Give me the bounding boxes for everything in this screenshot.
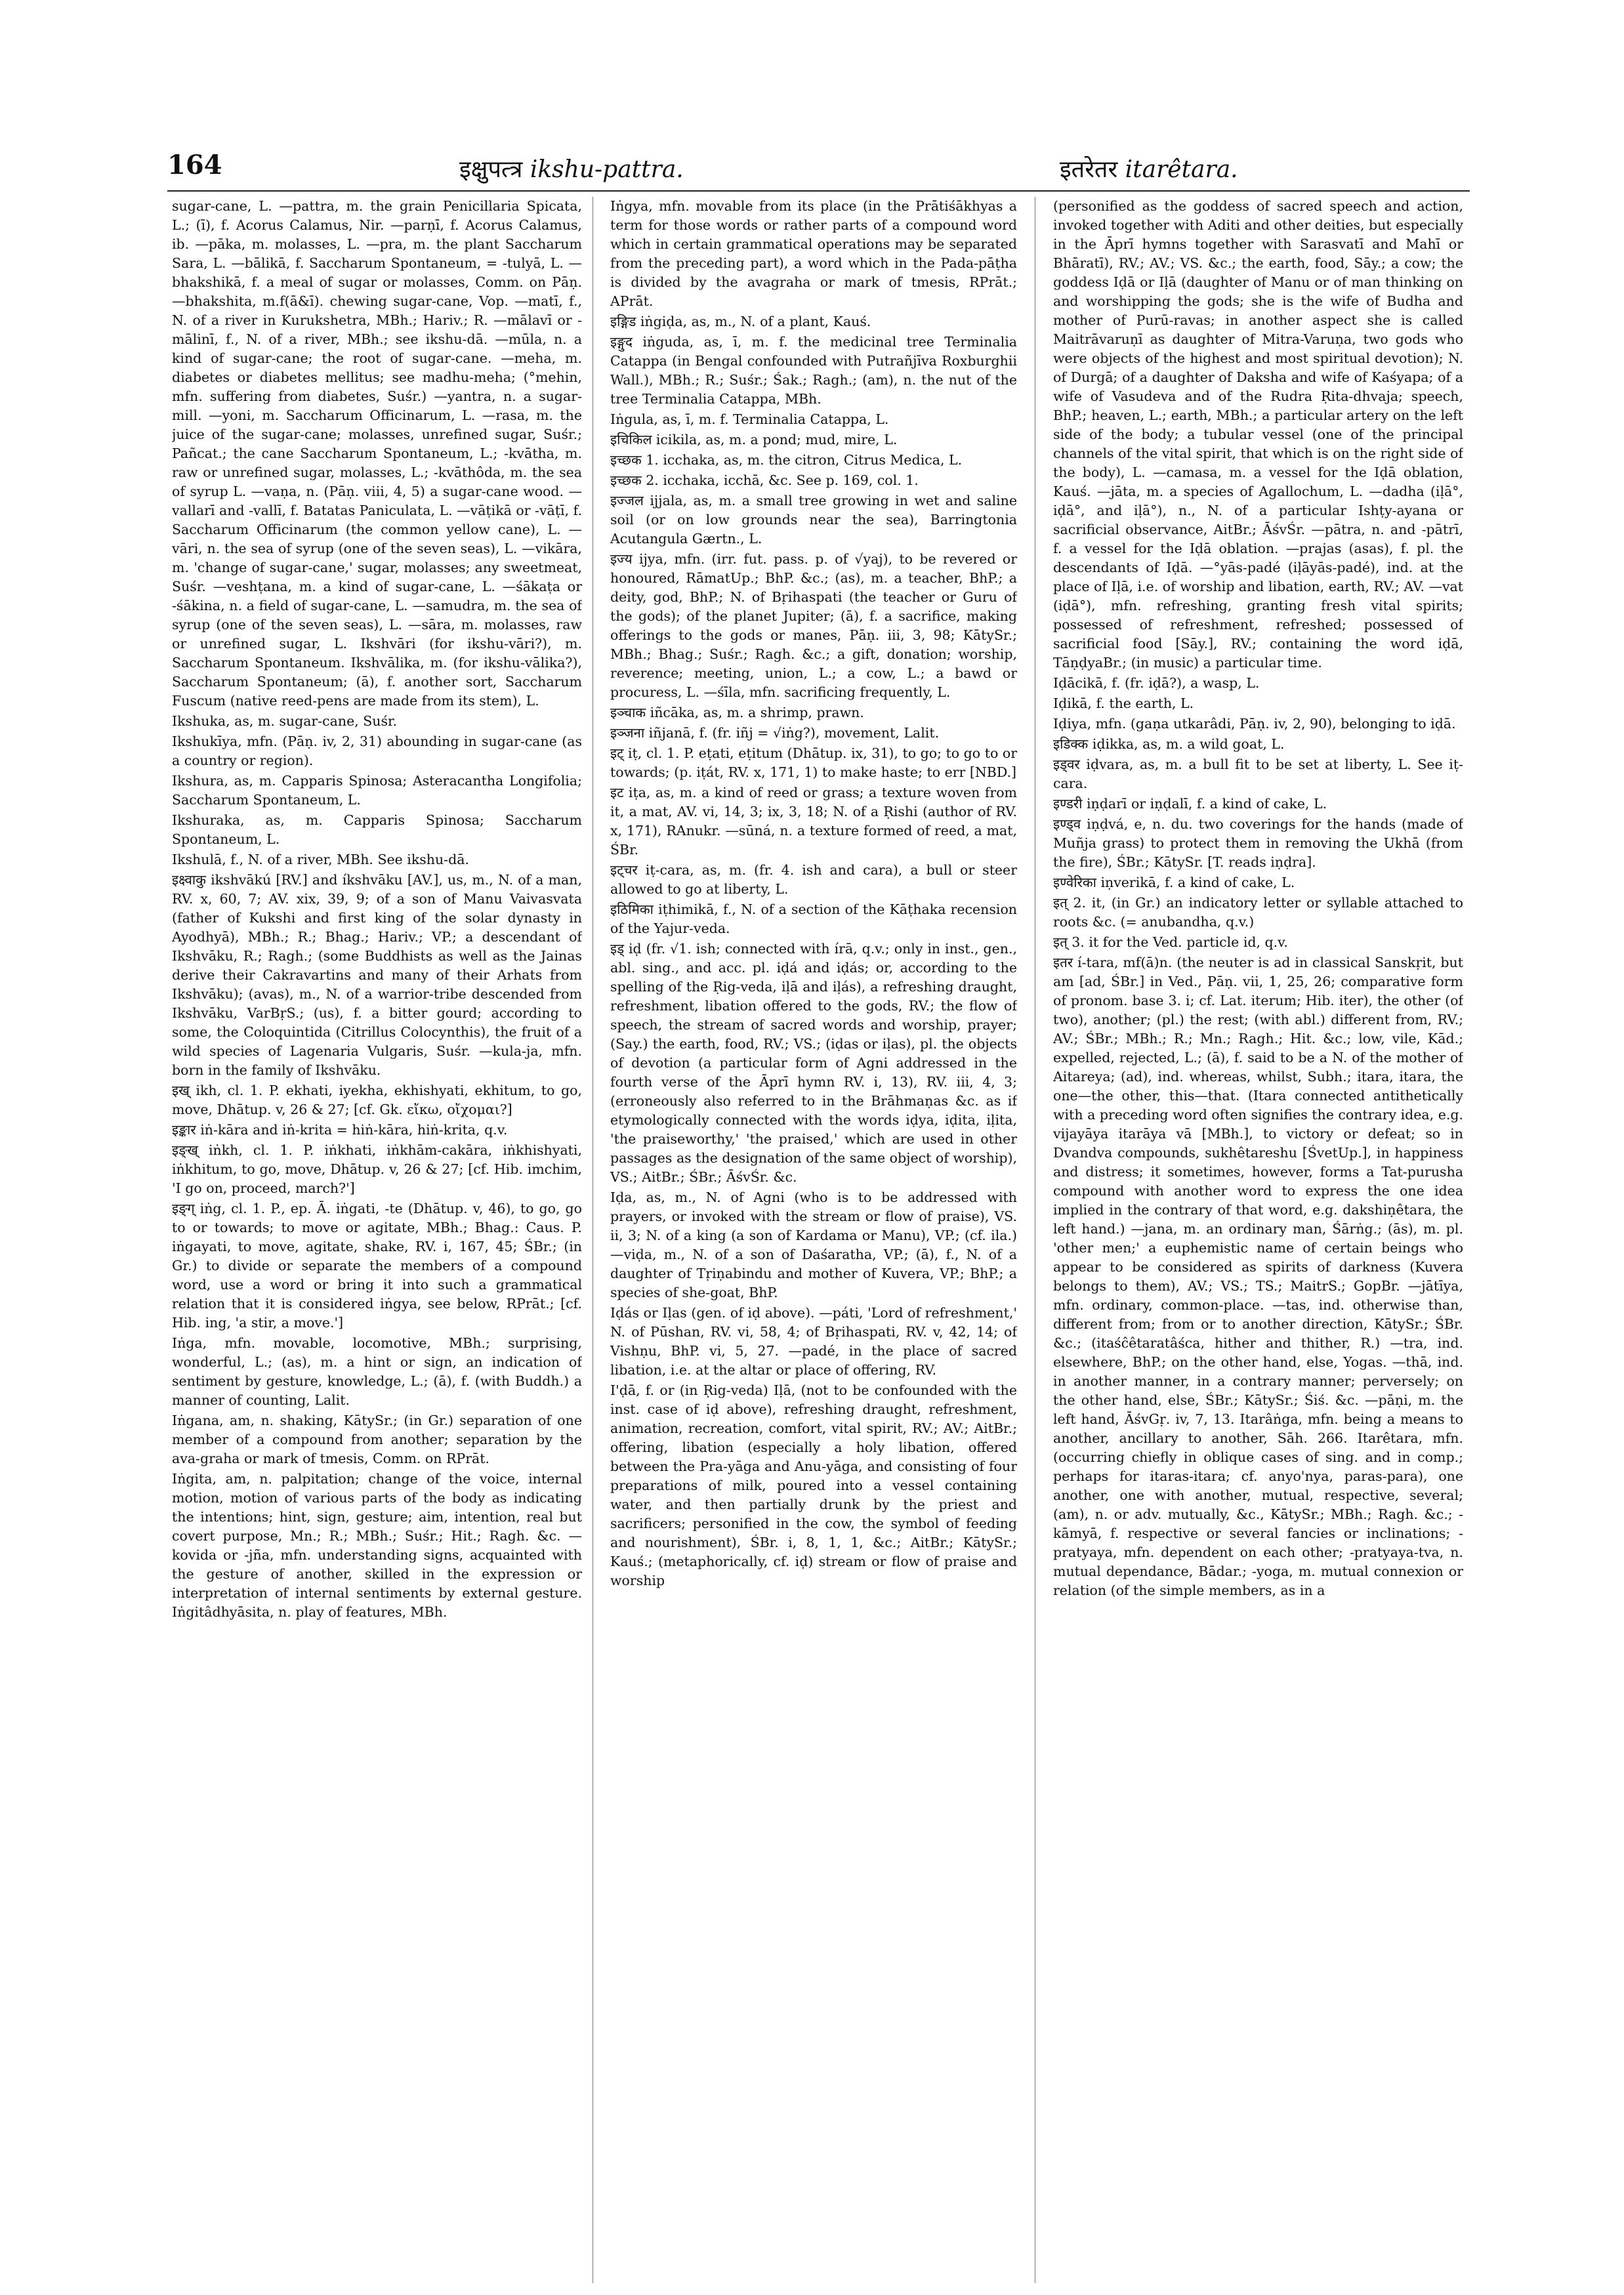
dictionary-entry: इट् iṭ, cl. 1. P. eṭati, eṭitum (Dhātup. ix, 31), to go; to go to or towards; (p. iṭát, RV. x, 171, 1) to make haste; to err [NBD.] [610,745,1017,780]
dictionary-entry: इञ्चाक iñcāka, as, m. a shrimp, prawn. [610,705,864,720]
dictionary-entry: Ikshuka, as, m. sugar-cane, Suśr. [172,713,398,729]
dictionary-entry: इडिक्क iḍikka, as, m. a wild goat, L. [1053,736,1285,752]
dictionary-entry: sugar-cane, L. —pattra, m. the grain Penicillaria Spicata, L.; (ī), f. Acorus Calamus, Nir. —parṇī, f. Acorus Calamus, ib. —pāka, m. molasses, L. —pra, m. the plant Saccharum Sara, L. —bālikā, f. Saccharum Spontaneum, = -tulyā, L. —bhakshikā, f. a meal of sugar or molasses, Comm. on Pāṇ. —bhakshita, m.f(ā&ī). chewing sugar-cane, Vop. —matī, f., N. of a river in Kurukshetra, MBh.; Hariv.; R. —mālavī or -mālinī, f., N. of a river, MBh.; see ikshu-dā. —mūla, n. a kind of sugar-cane; the root of sugar-cane. —meha, m. diabetes or diabetes mellitus; see madhu-meha; (°mehin, mfn. suffering from diabetes, Suśr.) —yantra, n. a sugar-mill. —yoni, m. Saccharum Officinarum, L. —rasa, m. the juice of the sugar-cane; molasses, unrefined sugar, Suśr.; Pañcat.; the cane Saccharum Spontaneum, L.; -kvātha, m. raw or unrefined sugar, molasses, L.; -kvāthôda, m. the sea of syrup L. —vaṇa, n. (Pāṇ. viii, 4, 5) a sugar-cane wood. —vallarī and -vallī, f. Batatas Paniculata, L. —vāṭikā or -vāṭī, f. Saccharum Officinarum (the common yellow cane), L. —vāri, n. the sea of syrup (one of the seven seas), L. —vikāra, m. 'change of sugar-cane,' sugar, molasses; any sweetmeat, Suśr. —veshṭana, m. a kind of sugar-cane, L. —śākaṭa or -śākina, n. a field of sugar-cane, L. —samudra, m. the sea of syrup (one of the seven seas), L. —sāra, m. molasses, raw or unrefined sugar, L. Ikshvāri (for ikshu-vāri?), m. Saccharum Spontaneum. Ikshvālika, m. (for ikshu-vālika?), Saccharum Spontaneum; (ā), f. another sort, Saccharum Fuscum (native reed-pens are made from its stem), L. [172,198,582,709]
column-3 [1053,197,1463,2283]
column-2 [610,197,1017,2283]
dictionary-entry: Ikshulā, f., N. of a river, MBh. See ikshu-dā. [172,852,469,867]
dictionary-entry: इच्छक 1. icchaka, as, m. the citron, Citrus Medica, L. [610,452,963,468]
dictionary-entry: इङ्ख् iṅkh, cl. 1. P. iṅkhati, iṅkhām-cakāra, iṅkhishyati, iṅkhitum, to go, move, Dhātup. v, 26 & 27; [cf. Hib. imchim, 'I go on, proceed, march?'] [172,1142,582,1196]
header-rule [167,190,1470,192]
dictionary-entry: Iḍācikā, f. (fr. iḍā?), a wasp, L. [1053,675,1260,691]
dictionary-entry: इङ्गिड iṅgiḍa, as, m., N. of a plant, Kauś. [610,314,871,329]
dictionary-entry: इट iṭa, as, m. a kind of reed or grass; a texture woven from it, a mat, AV. vi, 14, 3; ix, 3, 18; N. of a Ṛishi (author of RV. x, 171), RAnukr. —sūná, n. a texture formed of reed, a mat, ŚBr. [610,785,1017,858]
dictionary-entry: इख् ikh, cl. 1. P. ekhati, iyekha, ekhishyati, ekhitum, to go, move, Dhātup. v, 26 & 27; [cf. Gk. εἴκω, οἴχομαι?] [172,1083,582,1117]
dictionary-entry: Iṅga, mfn. movable, locomotive, MBh.; surprising, wonderful, L.; (as), m. a hint or sign, an indication of sentiment by gesture, knowledge, L.; (ā), f. (with Buddh.) a manner of counting, Lalit. [172,1335,582,1408]
dictionary-entry: (personified as the goddess of sacred speech and action, invoked together with Aditi and other deities, but especially in the Āprī hymns together with Sarasvatī and Mahī or Bhāratī), RV.; AV.; VS. &c.; the earth, food, Sāy.; a cow; the goddess Iḍā or Iḷā (daughter of Manu or of man thinking on and worshipping the gods; she is the wife of Budha and mother of Purū-ravas; in another aspect she is called Maitrāvaruṇī as daughter of Mitra-Varuṇa, two gods who were objects of the highest and most spiritual devotion); N. of Durgā; of a daughter of Daksha and wife of Kaśyapa; of a wife of Vasudeva and of the Rudra Ṛita-dhvaja; speech, BhP.; heaven, L.; earth, MBh.; a particular artery on the left side of the body; a tubular vessel (one of the principal channels of the vital spirit, that which is on the right side of the body), L. —camasa, m. a vessel for the Iḍā oblation, Kauś. —jāta, m. a species of Agallochum, L. —dadha (iḷā°, iḍā°, and iḷā°), n., N. of a particular Ishṭy-ayana or sacrificial observance, AitBr.; ĀśvŚr. —pātra, n. and -pātrī, f. a vessel for the Iḍā oblation. —prajas (asas), f. pl. the descendants of Iḍā. —°yās-padé (iḷāyās-padé), ind. at the place of Iḷā, i.e. of worship and libation, earth, RV.; AV. —vat (iḍā°), mfn. refreshing, granting fresh vital spirits; possessed of refreshment, refreshed; possessed of sacrificial food [Sāy.], RV.; containing the word iḍā, TāṇḍyaBr.; (in music) a particular time. [1053,198,1463,671]
dictionary-entry: Ikshuraka, as, m. Capparis Spinosa; Saccharum Spontaneum, L. [172,812,582,847]
dictionary-entry: Iḍa, as, m., N. of Agni (who is to be addressed with prayers, or invoked with the stream or flow of praise), VS. ii, 3; N. of a king (a son of Kardama or Manu), VP.; (cf. ila.) —viḍa, m., N. of a son of Daśaratha, VP.; (ā), f., N. of a daughter of Tṛiṇabindu and mother of Kuvera, VP.; BhP.; a species of she-goat, BhP. [610,1189,1017,1300]
dictionary-entry: इण्ड्व iṇḍvá, e, n. du. two coverings for the hands (made of Muñja grass) to protect them in removing the Ukhā (from the fire), ŚBr.; KātySr. [T. reads iṇḍra]. [1053,816,1463,870]
dictionary-entry: इच्छक 2. icchaka, icchā, &c. See p. 169, col. 1. [610,472,919,488]
dictionary-entry: Iṅgita, am, n. palpitation; change of the voice, internal motion, motion of various parts of the body as indicating the intentions; hint, sign, gesture; aim, intention, real but covert purpose, Mn.; R.; MBh.; Suśr.; Hit.; Ragh. &c. —kovida or -jña, mfn. understanding signs, acquainted with the gesture of another, skilled in the expression or interpretation of internal sentiments by external gesture. Iṅgitâdhyāsita, n. play of features, MBh. [172,1471,582,1620]
dictionary-entry: इङ्ग् iṅg, cl. 1. P., ep. Ā. iṅgati, -te (Dhātup. v, 46), to go, go to or towards; to move or agitate, MBh.; Bhag.: Caus. P. iṅgayati, to move, agitate, shake, RV. i, 167, 45; ŚBr.; (in Gr.) to divide or separate the members of a compound word, use a word or bring it into such a grammatical relation that it is considered iṅgya, see below, RPrāt.; [cf. Hib. ing, 'a stir, a move.'] [172,1201,582,1331]
dictionary-entry: इत् 3. it for the Ved. particle id, q.v. [1053,934,1288,950]
dictionary-entry: इज्जल ijjala, as, m. a small tree growing in wet and saline soil (or on low grounds near the sea), Barringtonia Acutangula Gærtn., L. [610,493,1017,547]
dictionary-entry: इण्वेरिका iṇverikā, f. a kind of cake, L. [1053,875,1295,890]
dictionary-entry: Iḍikā, f. the earth, L. [1053,695,1194,711]
dictionary-entry: इञ्जना iñjanā, f. (fr. iñj = √iṅg?), movement, Lalit. [610,725,940,741]
dictionary-entry: इक्ष्वाकु ikshvākú [RV.] and íkshvāku [AV.], us, m., N. of a man, RV. x, 60, 7; AV. xix, 39, 9; of a son of Manu Vaivasvata (father of Kukshi and first king of the solar dynasty in Ayodhyā), MBh.; R.; Bhag.; Hariv.; VP.; a descendant of Ikshvāku, R.; Ragh.; (some Buddhists as well as the Jainas derive their Cakravartins and many of their Arhats from Ikshvāku); (avas), m., N. of a warrior-tribe descended from Ikshvāku, VarBṛS.; (us), f. a bitter gourd; according to some, the Coloquintida (Citrillus Colocynthis), the fruit of a wild species of Lagenaria Vulgaris, Suśr. —kula-ja, mfn. born in the family of Ikshvāku. [172,872,582,1078]
dictionary-entry: Iṅgya, mfn. movable from its place (in the Prātiśākhyas a term for those words or rather parts of a compound word which in certain grammatical operations may be separated from the preceding part), a word which in the Pada-pāṭha is divided by the avagraha or mark of tmesis, RPrāt.; APrāt. [610,198,1017,309]
dictionary-entry: इतर í-tara, mf(ā)n. (the neuter is ad in classical Sanskṛit, but am [ad, ŚBr.] in Ved., Pāṇ. vii, 1, 25, 26; comparative form of pronom. base 3. i; cf. Lat. iterum; Hib. iter), the other (of two), another; (pl.) the rest; (with abl.) different from, RV.; AV.; ŚBr.; MBh.; R.; Mn.; Ragh.; Hit. &c.; low, vile, Kād.; expelled, rejected, L.; (ā), f. said to be a N. of the mother of Aitareya; (ad), ind. whereas, whilst, Subh.; itara, itara, the one—the other, this—that. (Itara connected antithetically with a preceding word often signifies the contrary idea, e.g. vijayāya itarāya vā [MBh.], to victory or defeat; so in Dvandva compounds, sukhêtareshu [ŚvetUp.], in happiness and distress; it sometimes, however, forms a Tat-purusha compound with another word to express the one idea implied in the contrary of that word, e.g. dakshiṇêtara, the left hand.) —jana, m. an ordinary man, Śārṅg.; (ās), m. pl. 'other men;' a euphemistic name of certain beings who appear to be considered as spirits of darkness (Kuvera belongs to them), AV.; VS.; TS.; MaitrS.; GopBr. —jātīya, mfn. ordinary, common-place. —tas, ind. otherwise than, different from; from or to another direction, KātySr.; ŚBr. &c.; (itaśĉêtaratâśca, hither and thither, R.) —tra, ind. elsewhere, BhP.; on the other hand, else, Yogas. —thā, ind. in another manner, in a contrary manner; perversely; on the other hand, else, ŚBr.; KātySr.; Śiś. &c. —pāṇi, m. the left hand, ĀśvGṛ. iv, 7, 13. Itarâṅga, mfn. being a means to another, ancillary to another, Sāh. 266. Itarêtara, mfn. (occurring chiefly in oblique cases of sing. and in comp.; perhaps for itaras-itara; cf. anyo'nya, paras-para), one another, one with another, mutual, respective, several; (am), n. or adv. mutually, &c., KātySr.; MBh.; Ragh. &c.; -kāmyā, f. respective or several fancies or inclinations; -pratyaya, mfn. dependent on each other; -pratyaya-tva, n. mutual dependance, Bādar.; -yoga, m. mutual connexion or relation (of the simple members, as in a [1053,955,1463,1598]
dictionary-entry: Iṅgula, as, ī, m. f. Terminalia Catappa, L. [610,411,889,427]
dictionary-entry: Iḍiya, mfn. (gaṇa utkarâdi, Pāṇ. iv, 2, 90), belonging to iḍā. [1053,716,1456,732]
dictionary-entry: इज्य ijya, mfn. (irr. fut. pass. p. of √yaj), to be revered or honoured, RāmatUp.; BhP. &c.; (as), m. a teacher, BhP.; a deity, god, BhP.; N. of Bṛihaspati (the teacher or Guru of the gods); of the planet Jupiter; (ā), f. a sacrifice, making offerings to the gods or manes, Pāṇ. iii, 3, 98; KātySr.; MBh.; Bhag.; Suśr.; Ragh. &c.; a gift, donation; worship, reverence; meeting, union, L.; a cow, L.; a bawd or procuress, L. —śīla, mfn. sacrificing frequently, L. [610,551,1017,700]
dictionary-entry: Iḍás or Iḷas (gen. of iḍ above). —páti, 'Lord of refreshment,' N. of Pūshan, RV. vi, 58, 4; of Bṛihaspati, RV. v, 42, 14; of Vishṇu, BhP. vi, 5, 27. —padé, in the place of sacred libation, i.e. at the altar or place of offering, RV. [610,1305,1017,1378]
dictionary-entry: इचिकिल icikila, as, m. a pond; mud, mire, L. [610,432,898,447]
dictionary-entry: I'ḍā, f. or (in Ṛig-veda) Iḷā, (not to be confounded with the inst. case of iḍ above), refreshing draught, refreshment, animation, recreation, comfort, vital spirit, RV.; AV.; AitBr.; offering, libation (especially a holy libation, offered between the Pra-yāga and Anu-yāga, and consisting of four preparations of milk, poured into a vessel containing water, and then partially drunk by the priest and sacrificers; personified in the cow, the symbol of feeding and nourishment), ŚBr. i, 8, 1, 1, &c.; AitBr.; KātySr.; Kauś.; (metaphorically, cf. iḍ) stream or flow of praise and worship [610,1382,1017,1588]
dictionary-entry: इट्चर iṭ-cara, as, m. (fr. 4. ish and cara), a bull or steer allowed to go at liberty, L. [610,862,1017,897]
right-guide-devanagari: इतरेतर [1060,156,1118,183]
dictionary-entry: इङ्कार iṅ-kāra and iṅ-krita = hiṅ-kāra, hiṅ-krita, q.v. [172,1122,508,1138]
dictionary-entry: इड्वर iḍvara, as, m. a bull fit to be set at liberty, L. See iṭ-cara. [1053,756,1463,791]
dictionary-entry: Ikshura, as, m. Capparis Spinosa; Asteracantha Longifolia; Saccharum Spontaneum, L. [172,773,582,808]
column-1 [172,197,582,2283]
dictionary-entry: इण्डरी iṇḍarī or iṇḍalī, f. a kind of cake, L. [1053,796,1327,812]
dictionary-entry: इङ्गुद iṅguda, as, ī, m. f. the medicinal tree Terminalia Catappa (in Bengal confounded with Putrañjīva Roxburghii Wall.), MBh.; R.; Suśr.; Śak.; Ragh.; (am), n. the nut of the tree Terminalia Catappa, MBh. [610,334,1017,407]
page-header [167,150,1467,189]
left-guide-roman: ikshu-pattra. [530,156,684,183]
dictionary-entry: Ikshukīya, mfn. (Pāṇ. iv, 2, 31) abounding in sugar-cane (as a country or region). [172,734,582,768]
left-guide-word [459,152,684,184]
dictionary-entry: Iṅgana, am, n. shaking, KātySr.; (in Gr.) separation of one member of a compound from another; separation by the ava-graha or mark of tmesis, Comm. on RPrāt. [172,1413,582,1466]
right-guide-roman: itarêtara. [1125,156,1238,183]
left-guide-devanagari: इक्षुपत्त्र [459,156,523,183]
right-guide-word [1060,152,1238,184]
page-number: 164 [167,150,222,180]
dictionary-entry: इड् iḍ (fr. √1. ish; connected with írā, q.v.; only in inst., gen., abl. sing., and acc. pl. iḍá and iḍás; or, according to the spelling of the Ṛig-veda, iḷā and iḷás), a refreshing draught, refreshment, libation offered to the gods, RV.; the flow of speech, the stream of sacred words and worship, prayer; (Say.) the earth, food, RV.; VS.; (iḍas or iḷas), pl. the objects of devotion (a particular form of Agni addressed in the fourth verse of the Āprī hymn RV. i, 13), RV. iii, 4, 3; (erroneously also referred to in the Brāhmaṇas &c. as if etymologically connected with the words iḍya, iḍita, iḷita, 'the praiseworthy,' 'the praised,' which are used in other passages as the designation of the same object of worship), VS.; AitBr.; ŚBr.; ĀśvŚr. &c. [610,941,1017,1185]
dictionary-entry: इठिमिका iṭhimikā, f., N. of a section of the Kāṭhaka recension of the Yajur-veda. [610,901,1017,936]
dictionary-entry: इत् 2. it, (in Gr.) an indicatory letter or syllable attached to roots &c. (= anubandha, q.v.) [1053,895,1463,930]
